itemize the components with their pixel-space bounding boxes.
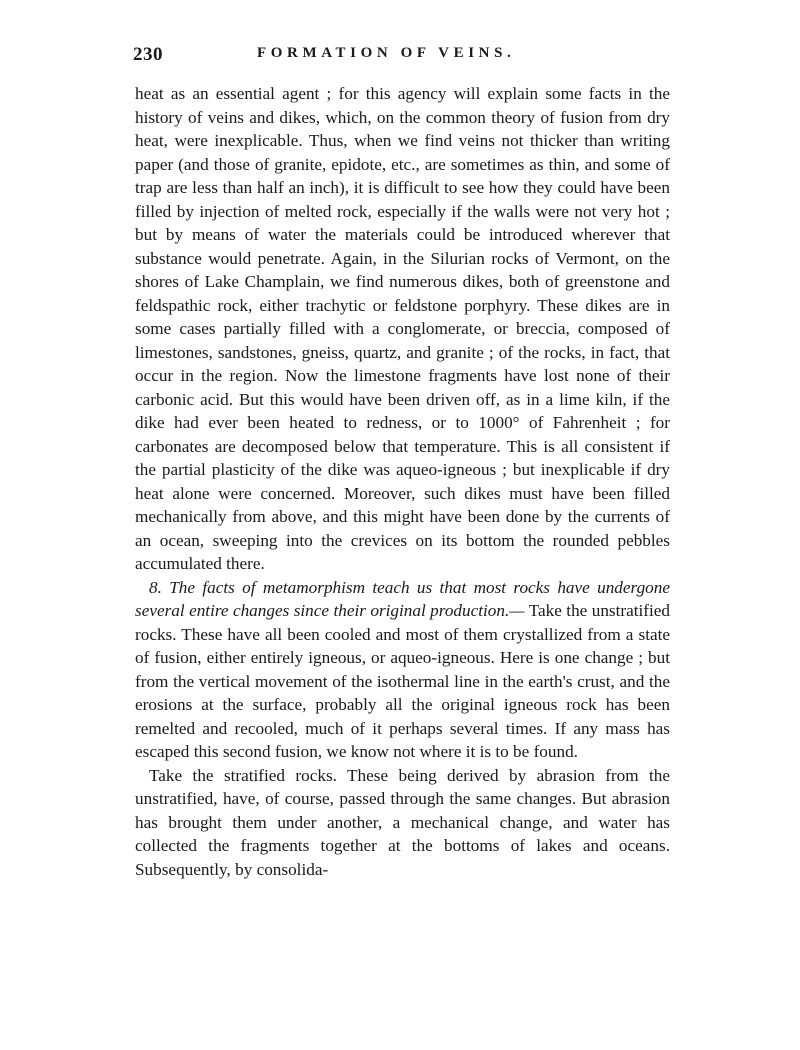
page-number: 230 [133,44,163,65]
section-8-text: Take the unstratified rocks. These have all been cooled and most of them crystallized from a state of fusion, either entirely igneous, or aqueo-igneous. Here is one change ; but from the vertical movement of the isothermal line in the earth's crust, and the erosions at the surface, probably all the original igneous rock has been remelted and recooled, much of it perhaps several times. If any mass has escaped this second fusion, we know not where it is to be found. [135,601,670,761]
paragraph-section-8 [135,576,670,764]
running-title: FORMATION OF VEINS. [257,45,516,61]
body-text [135,82,670,881]
paragraph-continued: heat as an essential agent ; for this agency will explain some facts in the history of veins and dikes, which, on the common theory of fusion from dry heat, were inexplicable. Thus, when we find veins not thicker than writing paper (and those of granite, epidote, etc., are sometimes as thin, and some of trap are less than half an inch), it is difficult to see how they could have been filled by injection of melted rock, especially if the walls were not very hot ; but by means of water the materials could be introduced wherever that substance would penetrate. Again, in the Silurian rocks of Vermont, on the shores of Lake Champlain, we find numerous dikes, both of greenstone and feldspathic rock, either trachytic or feldstone porphyry. These dikes are in some cases partially filled with a conglomerate, or breccia, composed of limestones, sandstones, gneiss, quartz, and granite ; of the rocks, in fact, that occur in the region. Now the limestone fragments have lost none of their carbonic acid. But this would have been driven off, as in a lime kiln, if the dike had ever been heated to redness, or to 1000° of Fahrenheit ; for carbonates are decomposed below that temperature. This is all consistent if the partial plasticity of the dike was aqueo-igneous ; but inexplicable if dry heat alone were concerned. Moreover, such dikes must have been filled mechanically from above, and this might have been done by the currents of an ocean, sweeping into the crevices on its bottom the rounded pebbles accumulated there. [135,84,670,573]
section-8-heading: 8. The facts of metamorphism teach us that most rocks have undergone several entire changes since their original production.— [135,577,670,620]
running-head [133,44,673,68]
paragraph-stratified-rocks: Take the stratified rocks. These being derived by abrasion from the unstratified, have, of course, passed through the same changes. But abrasion has brought them under another, a mechanical change, and water has collected the fragments together at the bottoms of lakes and oceans. Subsequently, by consolida- [135,765,670,879]
